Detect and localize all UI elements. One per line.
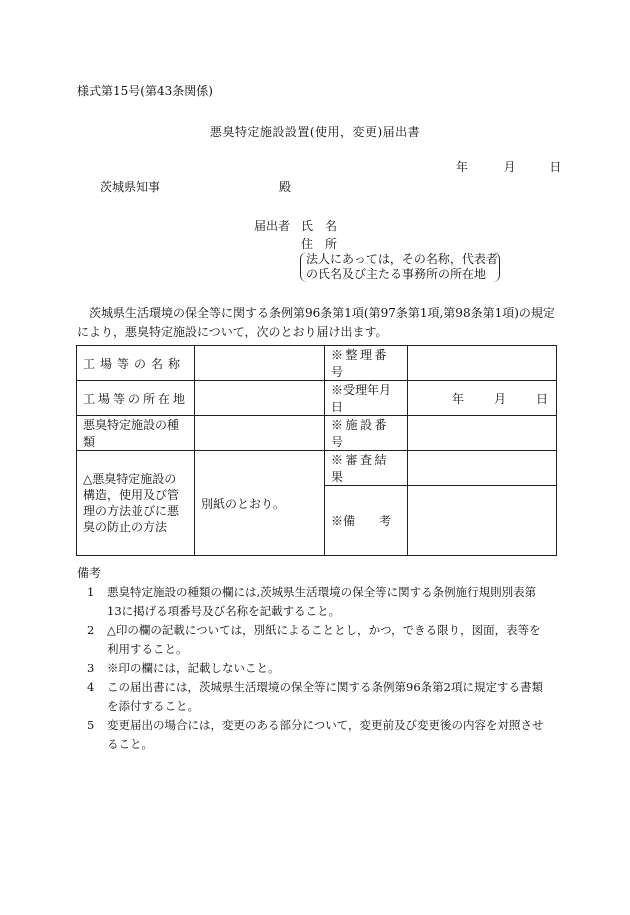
ref-number-value[interactable] — [408, 346, 557, 381]
list-item — [87, 621, 557, 659]
remark-text-continued: を添付すること。 — [107, 699, 199, 713]
remark-text: △印の欄の記載については，別紙によることとし，かつ，できる限り，図面，表等を — [107, 623, 541, 637]
table-row — [77, 416, 557, 451]
corporate-note — [300, 252, 500, 282]
remark-text: ※印の欄には，記載しないこと。 — [107, 661, 280, 675]
date-row — [456, 160, 561, 174]
received-date-label: ※受理年月日 — [325, 381, 408, 416]
factory-location-label: 工場等の所在地 — [77, 381, 195, 416]
factory-location-value[interactable] — [195, 381, 325, 416]
method-value: 別紙のとおり。 — [195, 451, 325, 556]
remark-text: この届出書には，茨城県生活環境の保全等に関する条例第96条第2項に規定する書類 — [107, 680, 543, 694]
list-item — [87, 716, 557, 754]
facility-number-value[interactable] — [408, 416, 557, 451]
facility-type-label: 悪臭特定施設の種類 — [77, 416, 195, 451]
facility-number-label: ※施設番号 — [325, 416, 408, 451]
notifier-name-label: 氏 名 — [301, 219, 338, 233]
corporate-note-line2: の氏名及び主たる事務所の所在地 — [306, 267, 487, 281]
remark-number: 3 — [87, 661, 95, 675]
table-row — [77, 381, 557, 416]
addressee: 茨城県知事 — [100, 180, 161, 194]
facility-type-value[interactable] — [195, 416, 325, 451]
remarks-value[interactable] — [408, 486, 557, 556]
form-number: 様式第15号(第43条関係) — [77, 84, 213, 98]
table-row — [77, 451, 557, 486]
intro-paragraph: 茨城県生活環境の保全等に関する条例第96条第1項(第97条第1項,第98条第1項)の規定により，悪臭特定施設について，次のとおり届け出ます。 — [77, 306, 555, 339]
document-title: 悪臭特定施設設置(使用，変更)届出書 — [209, 125, 421, 139]
remark-text: 変更届出の場合には，変更のある部分について，変更前及び変更後の内容を対照させ — [107, 718, 544, 732]
list-item — [87, 678, 557, 716]
remark-text: 悪臭特定施設の種類の欄には,茨城県生活環境の保全等に関する条例施行規則別表第 — [107, 585, 537, 599]
review-result-value[interactable] — [408, 451, 557, 486]
remark-number: 5 — [87, 718, 95, 732]
remark-number: 4 — [87, 680, 95, 694]
list-item — [87, 583, 557, 621]
date-year: 年 — [456, 160, 469, 174]
received-day: 日 — [535, 391, 548, 406]
remark-number: 2 — [87, 623, 95, 637]
notifier-label: 届出者 — [254, 219, 291, 233]
factory-name-value[interactable] — [195, 346, 325, 381]
date-day: 日 — [549, 160, 562, 174]
notification-table — [76, 345, 557, 556]
review-result-label: ※審査結果 — [325, 451, 408, 486]
remarks-title: 備考 — [77, 566, 102, 580]
remarks-label: ※備 考 — [325, 486, 408, 556]
ref-number-label: ※整理番号 — [325, 346, 408, 381]
received-date-value[interactable] — [408, 381, 557, 416]
remark-number: 1 — [87, 585, 95, 599]
remark-text-continued: 利用すること。 — [107, 642, 188, 656]
received-month: 月 — [493, 391, 506, 406]
honorific: 殿 — [279, 180, 292, 194]
remark-text-continued: 13に掲げる項番号及び名称を記載すること。 — [107, 604, 341, 618]
received-year: 年 — [451, 391, 464, 406]
list-item — [87, 659, 557, 678]
notifier-address-label: 住 所 — [301, 237, 338, 251]
factory-name-label: 工場等の名称 — [77, 346, 195, 381]
date-month: 月 — [503, 160, 516, 174]
corporate-note-line1: 法人にあっては，その名称，代表者 — [306, 252, 498, 266]
method-label: △悪臭特定施設の構造，使用及び管理の方法並びに悪臭の防止の方法 — [77, 451, 195, 556]
table-row — [77, 346, 557, 381]
remark-text-continued: ること。 — [107, 737, 153, 751]
